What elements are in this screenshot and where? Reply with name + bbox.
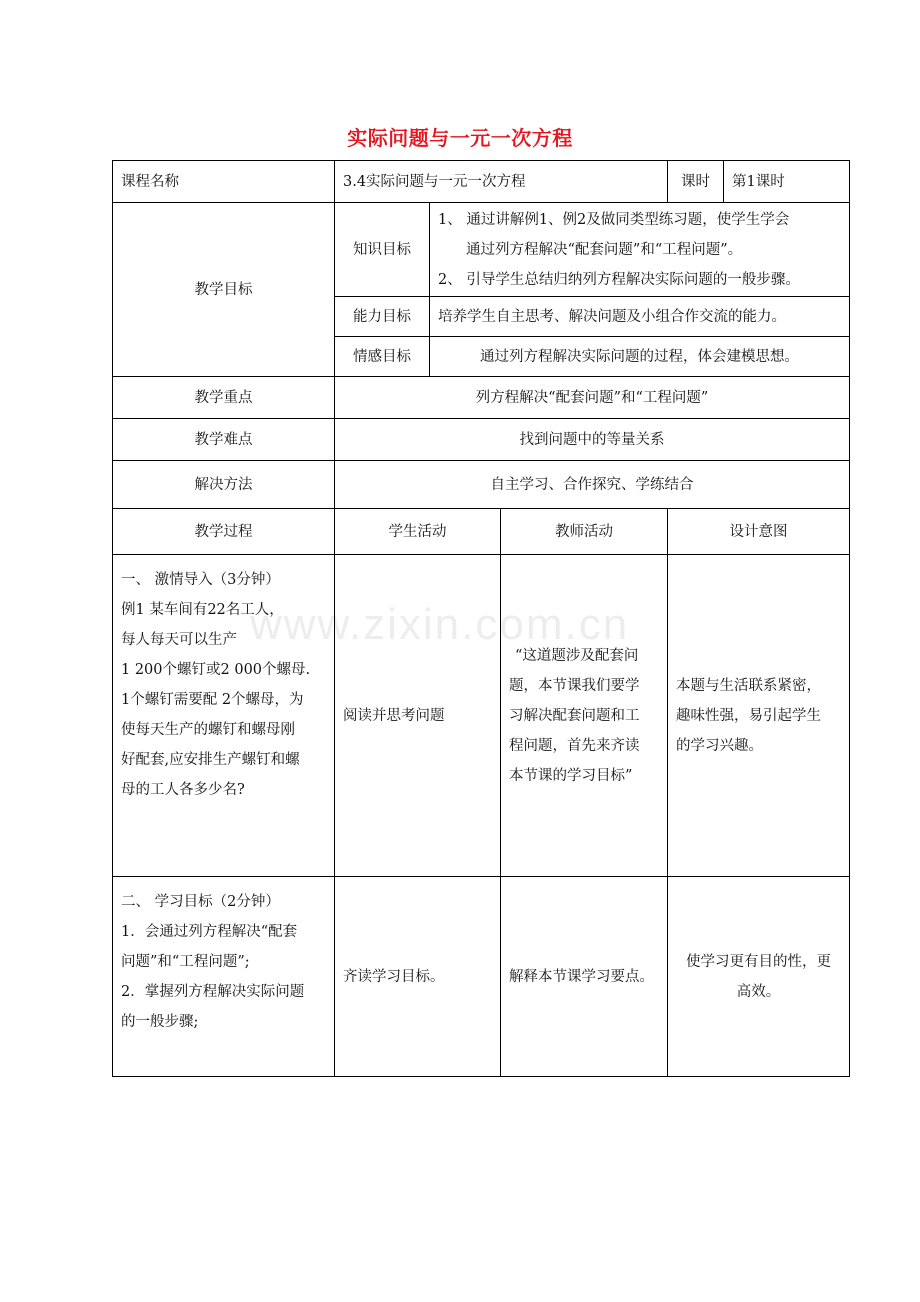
process-line: 每人每天可以生产	[121, 632, 237, 648]
process-header: 教学过程	[113, 509, 335, 555]
process-line: 的一般步骤;	[121, 1014, 199, 1030]
teacher-line: 程问题，首先来齐读	[509, 737, 640, 754]
knowledge-line-1: 1、 通过讲解例1、例2及做同类型练习题，使学生学会	[438, 211, 790, 228]
emotion-objective-label: 情感目标	[335, 337, 430, 377]
process-line: 1个螺钉需要配 2个螺母，为	[121, 692, 304, 708]
page-title: 实际问题与一元一次方程	[347, 126, 573, 150]
process-line: 母的工人各多少名?	[121, 782, 245, 798]
design-intent-cell	[668, 555, 850, 877]
teacher-line: “这道题涉及配套问	[515, 647, 639, 664]
process-line: 问题”和“工程问题”;	[121, 954, 250, 970]
process-line: 二、 学习目标（2分钟）	[121, 894, 280, 910]
difficulty-label: 教学难点	[113, 419, 335, 461]
course-row	[113, 161, 850, 203]
process-line: 好配套,应安排生产螺钉和螺	[121, 752, 300, 768]
objectives-label: 教学目标	[113, 203, 335, 377]
process-line: 使每天生产的螺钉和螺母刚	[121, 722, 295, 738]
teacher-activity-cell: 解释本节课学习要点。	[501, 877, 668, 1077]
process-line: 例1 某车间有22名工人，	[121, 602, 284, 618]
process-line: 1．会通过列方程解决“配套	[121, 924, 298, 940]
intent-line: 高效。	[736, 983, 781, 1000]
watermark: www.zixin.com.cn	[250, 600, 630, 649]
hours-value: 第1课时	[724, 161, 850, 203]
student-activity-cell: 齐读学习目标。	[335, 877, 501, 1077]
process-line: 2．掌握列方程解决实际问题	[121, 984, 305, 1000]
knowledge-line-3: 2、 引导学生总结归纳列方程解决实际问题的一般步骤。	[438, 271, 800, 288]
hours-label: 课时	[668, 161, 724, 203]
ability-objective-label: 能力目标	[335, 297, 430, 337]
key-point-text: 列方程解决“配套问题”和“工程问题”	[335, 377, 850, 419]
key-point-label: 教学重点	[113, 377, 335, 419]
intent-line: 使学习更有目的性，更	[686, 953, 832, 970]
teacher-line: 题，本节课我们要学	[509, 677, 640, 694]
intent-line: 本题与生活联系紧密，	[676, 677, 822, 694]
intent-line: 趣味性强，易引起学生	[676, 707, 822, 724]
knowledge-objective-label: 知识目标	[335, 203, 430, 297]
process-cell	[113, 555, 335, 877]
student-activity-header: 学生活动	[335, 509, 501, 555]
process-line: 一、 激情导入（3分钟）	[121, 572, 280, 588]
knowledge-line-2: 通过列方程解决“配套问题”和“工程问题”。	[466, 241, 743, 258]
ability-objective-text: 培养学生自主思考、解决问题及小组合作交流的能力。	[430, 297, 850, 337]
process-row-goals	[113, 877, 850, 1077]
lesson-plan-table	[112, 160, 850, 1077]
teacher-activity-header: 教师活动	[501, 509, 668, 555]
difficulty-text: 找到问题中的等量关系	[335, 419, 850, 461]
method-label: 解决方法	[113, 461, 335, 509]
course-name-value: 3.4实际问题与一元一次方程	[335, 161, 668, 203]
method-row	[113, 461, 850, 509]
teacher-activity-cell	[501, 555, 668, 877]
process-row-intro	[113, 555, 850, 877]
emotion-objective-text: 通过列方程解决实际问题的过程，体会建模思想。	[430, 337, 850, 377]
knowledge-objective-row	[113, 203, 850, 297]
teacher-line: 本节课的学习目标”	[509, 767, 633, 784]
process-line: 1 200个螺钉或2 000个螺母.	[121, 662, 311, 678]
course-name-label: 课程名称	[113, 161, 335, 203]
process-header-row	[113, 509, 850, 555]
intent-line: 的学习兴趣。	[676, 737, 764, 754]
teacher-line: 习解决配套问题和工	[509, 707, 640, 724]
knowledge-objective-text	[430, 203, 850, 297]
process-cell	[113, 877, 335, 1077]
student-activity-cell: 阅读并思考问题	[335, 555, 501, 877]
difficulty-row	[113, 419, 850, 461]
key-point-row	[113, 377, 850, 419]
design-intent-header: 设计意图	[668, 509, 850, 555]
design-intent-cell	[668, 877, 850, 1077]
method-text: 自主学习、合作探究、学练结合	[335, 461, 850, 509]
